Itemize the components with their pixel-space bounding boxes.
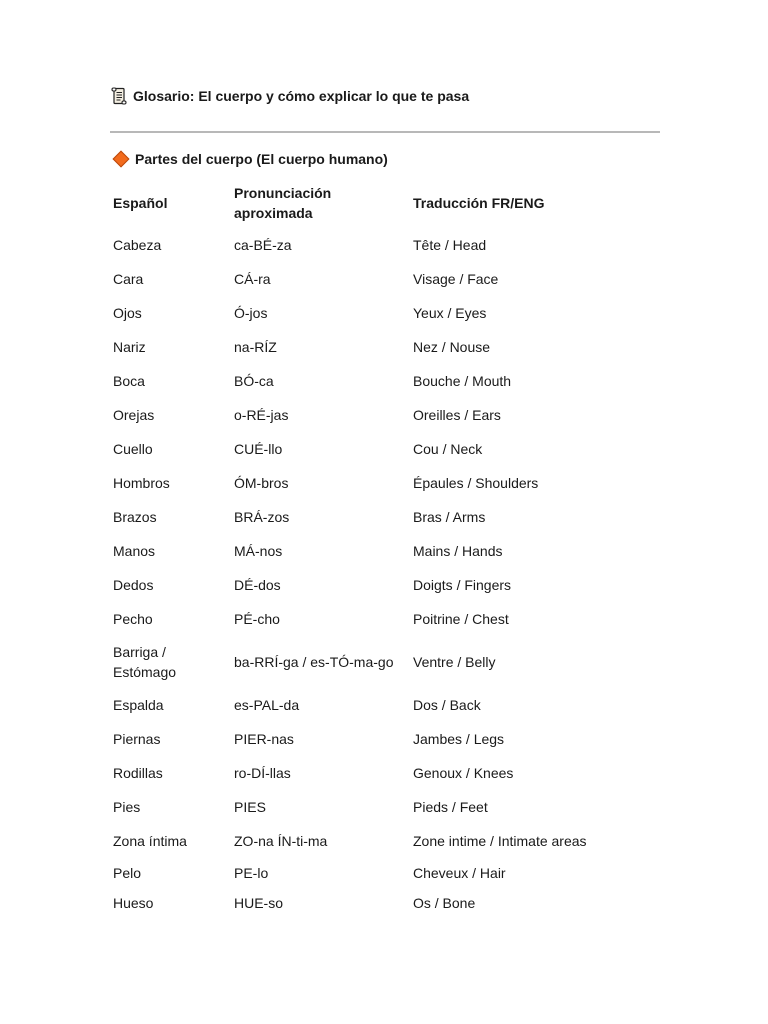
cell-translation: Ventre / Belly bbox=[413, 654, 496, 670]
cell-translation: Genoux / Knees bbox=[413, 765, 514, 781]
table-row bbox=[108, 722, 658, 756]
cell-pronunciation: BRÁ-zos bbox=[234, 509, 290, 525]
cell-spanish: Pecho bbox=[113, 611, 153, 627]
table-row bbox=[108, 296, 658, 330]
cell-spanish: Dedos bbox=[113, 577, 154, 593]
cell-pronunciation: ca-BÉ-za bbox=[234, 237, 292, 253]
cell-pronunciation: es-PAL-da bbox=[234, 697, 300, 713]
cell-pronunciation: ÓM-bros bbox=[234, 475, 289, 491]
cell-translation: Poitrine / Chest bbox=[413, 611, 509, 627]
cell-spanish: Ojos bbox=[113, 305, 142, 321]
table-row bbox=[108, 636, 658, 688]
cell-translation: Bouche / Mouth bbox=[413, 373, 512, 389]
orange-diamond-icon bbox=[113, 151, 130, 168]
cell-pronunciation: PE-lo bbox=[234, 865, 269, 881]
horizontal-divider bbox=[110, 131, 660, 133]
cell-spanish: Nariz bbox=[113, 339, 146, 355]
table-row bbox=[108, 228, 658, 262]
cell-translation: Jambes / Legs bbox=[413, 731, 505, 747]
table-row bbox=[108, 262, 658, 296]
table-header-row bbox=[108, 178, 658, 228]
table-row bbox=[108, 534, 658, 568]
table-row bbox=[108, 364, 658, 398]
cell-translation: Bras / Arms bbox=[413, 509, 486, 525]
document-title-row bbox=[111, 87, 469, 105]
cell-pronunciation: ro-DÍ-llas bbox=[234, 765, 291, 781]
cell-spanish: Espalda bbox=[113, 697, 164, 713]
cell-pronunciation: MÁ-nos bbox=[234, 543, 283, 559]
cell-translation: Oreilles / Ears bbox=[413, 407, 501, 423]
cell-spanish: Hombros bbox=[113, 475, 170, 491]
header-translation: Traducción FR/ENG bbox=[413, 195, 545, 211]
cell-pronunciation: CÁ-ra bbox=[234, 271, 271, 287]
table-row bbox=[108, 888, 658, 918]
cell-pronunciation: PÉ-cho bbox=[234, 611, 280, 627]
cell-translation: Épaules / Shoulders bbox=[413, 475, 539, 491]
table-row bbox=[108, 824, 658, 858]
cell-pronunciation: na-RÍZ bbox=[234, 339, 277, 355]
cell-pronunciation: CUÉ-llo bbox=[234, 441, 283, 457]
cell-translation: Nez / Nouse bbox=[413, 339, 491, 355]
section-heading: Partes del cuerpo (El cuerpo humano) bbox=[135, 151, 388, 167]
cell-spanish: Brazos bbox=[113, 509, 157, 525]
cell-pronunciation: PIER-nas bbox=[234, 731, 294, 747]
header-pronunciation: Pronunciación aproximada bbox=[234, 185, 332, 221]
header-spanish: Español bbox=[113, 195, 168, 211]
table-row bbox=[108, 330, 658, 364]
cell-pronunciation: ZO-na ÍN-ti-ma bbox=[234, 833, 328, 849]
cell-spanish: Manos bbox=[113, 543, 156, 559]
cell-translation: Cou / Neck bbox=[413, 441, 483, 457]
cell-translation: Dos / Back bbox=[413, 697, 481, 713]
table-row bbox=[108, 858, 658, 888]
scroll-icon bbox=[111, 87, 127, 105]
cell-translation: Visage / Face bbox=[413, 271, 499, 287]
cell-translation: Mains / Hands bbox=[413, 543, 503, 559]
table-row bbox=[108, 790, 658, 824]
cell-pronunciation: DÉ-dos bbox=[234, 577, 281, 593]
cell-pronunciation: HUE-so bbox=[234, 895, 284, 911]
cell-spanish: Barriga / Estómago bbox=[113, 644, 177, 680]
cell-pronunciation: BÓ-ca bbox=[234, 373, 274, 389]
table-row bbox=[108, 500, 658, 534]
cell-spanish: Rodillas bbox=[113, 765, 163, 781]
cell-pronunciation: Ó-jos bbox=[234, 305, 268, 321]
cell-spanish: Cabeza bbox=[113, 237, 162, 253]
cell-pronunciation: PIES bbox=[234, 799, 266, 815]
table-row bbox=[108, 568, 658, 602]
cell-pronunciation: o-RÉ-jas bbox=[234, 407, 289, 423]
cell-translation: Os / Bone bbox=[413, 895, 476, 911]
cell-pronunciation: ba-RRÍ-ga / es-TÓ-ma-go bbox=[234, 654, 394, 670]
cell-translation: Yeux / Eyes bbox=[413, 305, 487, 321]
table-row bbox=[108, 756, 658, 790]
table-row bbox=[108, 466, 658, 500]
cell-translation: Zone intime / Intimate areas bbox=[413, 833, 587, 849]
table-row bbox=[108, 398, 658, 432]
glossary-table bbox=[108, 178, 658, 918]
cell-spanish: Cara bbox=[113, 271, 144, 287]
cell-spanish: Boca bbox=[113, 373, 145, 389]
document-title: Glosario: El cuerpo y cómo explicar lo que te pasa bbox=[133, 88, 470, 104]
cell-spanish: Cuello bbox=[113, 441, 153, 457]
cell-translation: Pieds / Feet bbox=[413, 799, 488, 815]
cell-spanish: Pelo bbox=[113, 865, 142, 881]
cell-spanish: Piernas bbox=[113, 731, 161, 747]
cell-spanish: Pies bbox=[113, 799, 141, 815]
table-row bbox=[108, 688, 658, 722]
cell-translation: Cheveux / Hair bbox=[413, 865, 506, 881]
cell-spanish: Hueso bbox=[113, 895, 154, 911]
section-heading-row bbox=[112, 151, 388, 167]
table-row bbox=[108, 602, 658, 636]
table-row bbox=[108, 432, 658, 466]
table-body bbox=[108, 228, 658, 918]
cell-spanish: Orejas bbox=[113, 407, 155, 423]
cell-spanish: Zona íntima bbox=[113, 833, 187, 849]
cell-translation: Doigts / Fingers bbox=[413, 577, 512, 593]
cell-translation: Tête / Head bbox=[413, 237, 487, 253]
